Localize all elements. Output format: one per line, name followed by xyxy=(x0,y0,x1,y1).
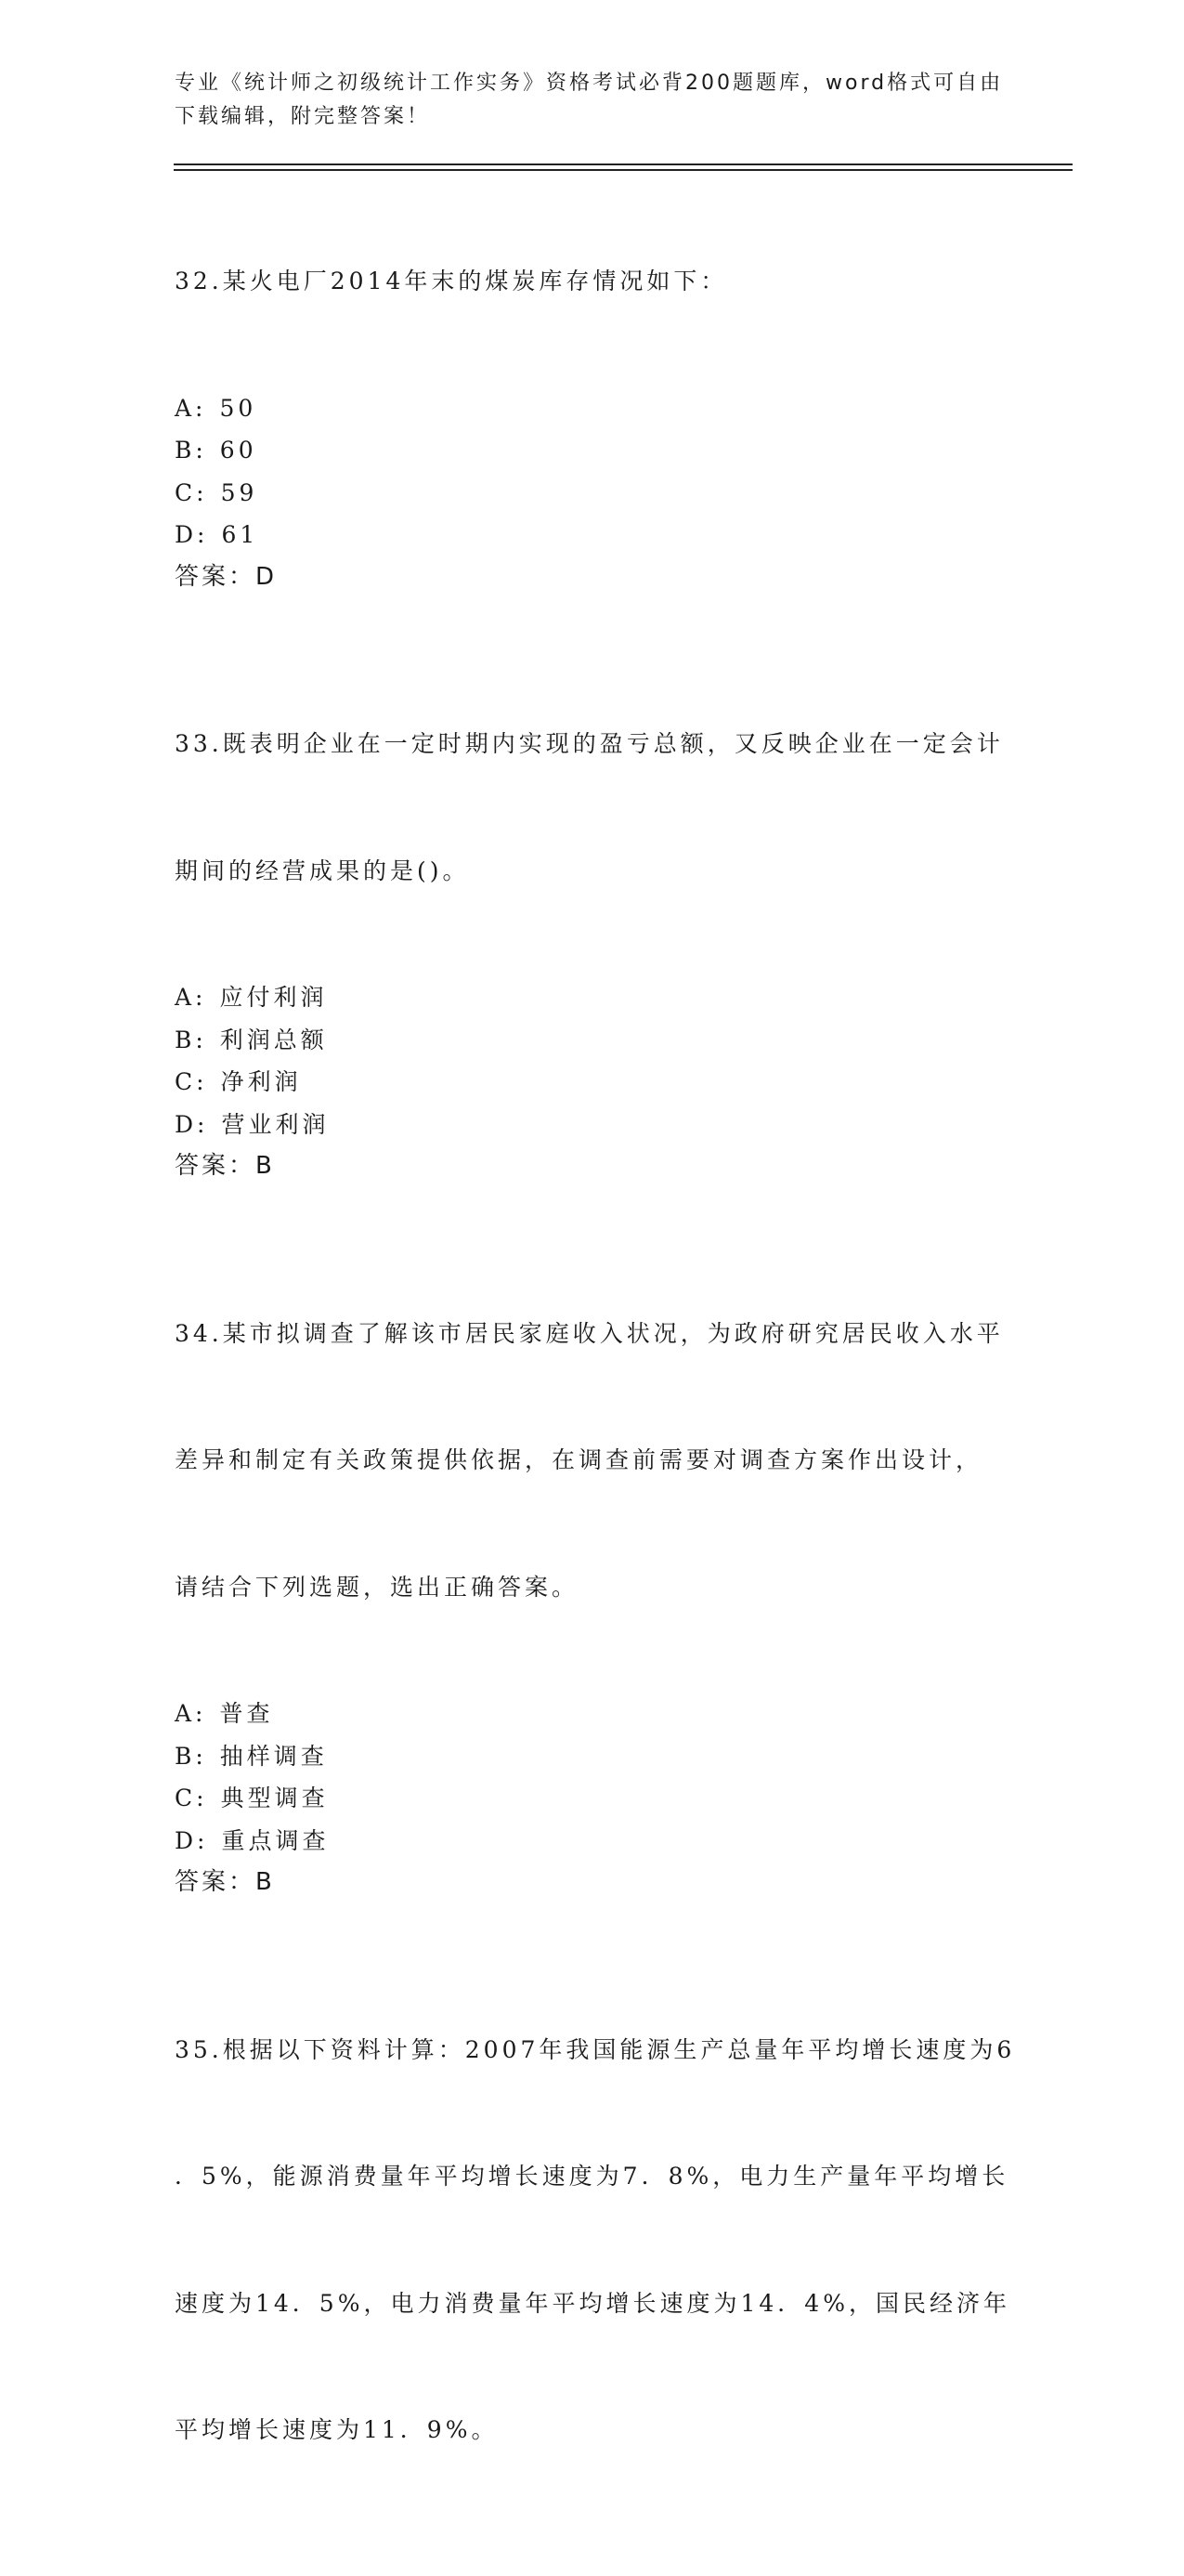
question-stem xyxy=(175,176,1010,387)
option-text: 59 xyxy=(220,478,258,506)
option-letter: C: xyxy=(175,1068,208,1095)
stem-line: 33.既表明企业在一定时期内实现的盈亏总额，又反映企业在一定会计 xyxy=(175,730,1004,757)
stem-line: 速度为14．5%，电力消费量年平均增长速度为14．4%，国民经济年 xyxy=(175,2289,1010,2317)
question-35 xyxy=(175,1944,1016,2536)
answer-label: 答案：B xyxy=(175,1152,275,1180)
option-d xyxy=(175,1104,1010,1146)
question-32 xyxy=(175,176,1010,598)
option-text: 净利润 xyxy=(220,1068,302,1095)
option-text: 重点调查 xyxy=(221,1826,330,1854)
header-line-2: 下载编辑，附完整答案！ xyxy=(175,105,431,128)
option-text: 应付利润 xyxy=(219,984,328,1011)
option-b xyxy=(175,429,1010,472)
answer-label: 答案：B xyxy=(175,1868,275,1896)
stem-line: 32.某火电厂2014年末的煤炭库存情况如下： xyxy=(175,268,728,294)
option-text: 典型调查 xyxy=(220,1785,329,1811)
document-header xyxy=(175,67,1010,134)
option-c xyxy=(175,472,1010,515)
header-divider-top xyxy=(174,163,1073,165)
option-text: 50 xyxy=(219,394,257,422)
option-letter: D: xyxy=(175,1826,209,1854)
option-a xyxy=(175,1693,1010,1735)
option-letter: B: xyxy=(175,437,207,464)
option-text: 抽样调查 xyxy=(219,1742,328,1770)
option-text: 普查 xyxy=(219,1700,274,1727)
option-text: 利润总额 xyxy=(219,1026,328,1053)
header-line-1: 专业《统计师之初级统计工作实务》资格考试必背200题题库，word格式可自由 xyxy=(175,72,1004,95)
stem-line: 期间的经营成果的是()。 xyxy=(175,856,470,884)
option-text: 60 xyxy=(219,437,257,464)
option-letter: D: xyxy=(175,1110,209,1138)
stem-line: 34.某市拟调查了解该市居民家庭收入状况，为政府研究居民收入水平 xyxy=(175,1319,1004,1347)
option-b xyxy=(175,1735,1010,1778)
option-a xyxy=(175,976,1010,1019)
stem-line: 平均增长速度为11．9%。 xyxy=(175,2416,499,2443)
option-a xyxy=(175,387,1010,430)
stem-line: 请结合下列选题，选出正确答案。 xyxy=(175,1573,579,1601)
option-letter: A: xyxy=(175,394,207,422)
stem-line: 差异和制定有关政策提供依据，在调查前需要对调查方案作出设计， xyxy=(175,1446,983,1473)
question-stem xyxy=(175,1944,1016,2536)
option-letter: D: xyxy=(175,521,209,548)
option-c xyxy=(175,1777,1010,1820)
option-d xyxy=(175,514,1010,556)
header-divider-bottom xyxy=(174,169,1073,171)
option-letter: C: xyxy=(175,478,208,506)
option-letter: A: xyxy=(175,984,207,1011)
answer-label: 答案：D xyxy=(175,562,278,591)
option-letter: B: xyxy=(175,1742,207,1770)
option-text: 营业利润 xyxy=(221,1110,330,1138)
stem-line: 35.根据以下资料计算：2007年我国能源生产总量年平均增长速度为6 xyxy=(175,2035,1016,2063)
option-c xyxy=(175,1061,1010,1104)
question-stem xyxy=(175,1228,1010,1693)
option-letter: B: xyxy=(175,1026,207,1053)
question-34 xyxy=(175,1228,1010,1904)
question-list xyxy=(175,176,1016,2576)
option-b xyxy=(175,1019,1010,1062)
option-d xyxy=(175,1820,1010,1863)
option-letter: A: xyxy=(175,1700,207,1727)
question-stem xyxy=(175,638,1010,976)
stem-line: ．5%，能源消费量年平均增长速度为7．8%，电力生产量年平均增长 xyxy=(175,2163,1009,2190)
question-33 xyxy=(175,638,1010,1188)
option-letter: C: xyxy=(175,1785,208,1811)
option-text: 61 xyxy=(221,521,259,548)
